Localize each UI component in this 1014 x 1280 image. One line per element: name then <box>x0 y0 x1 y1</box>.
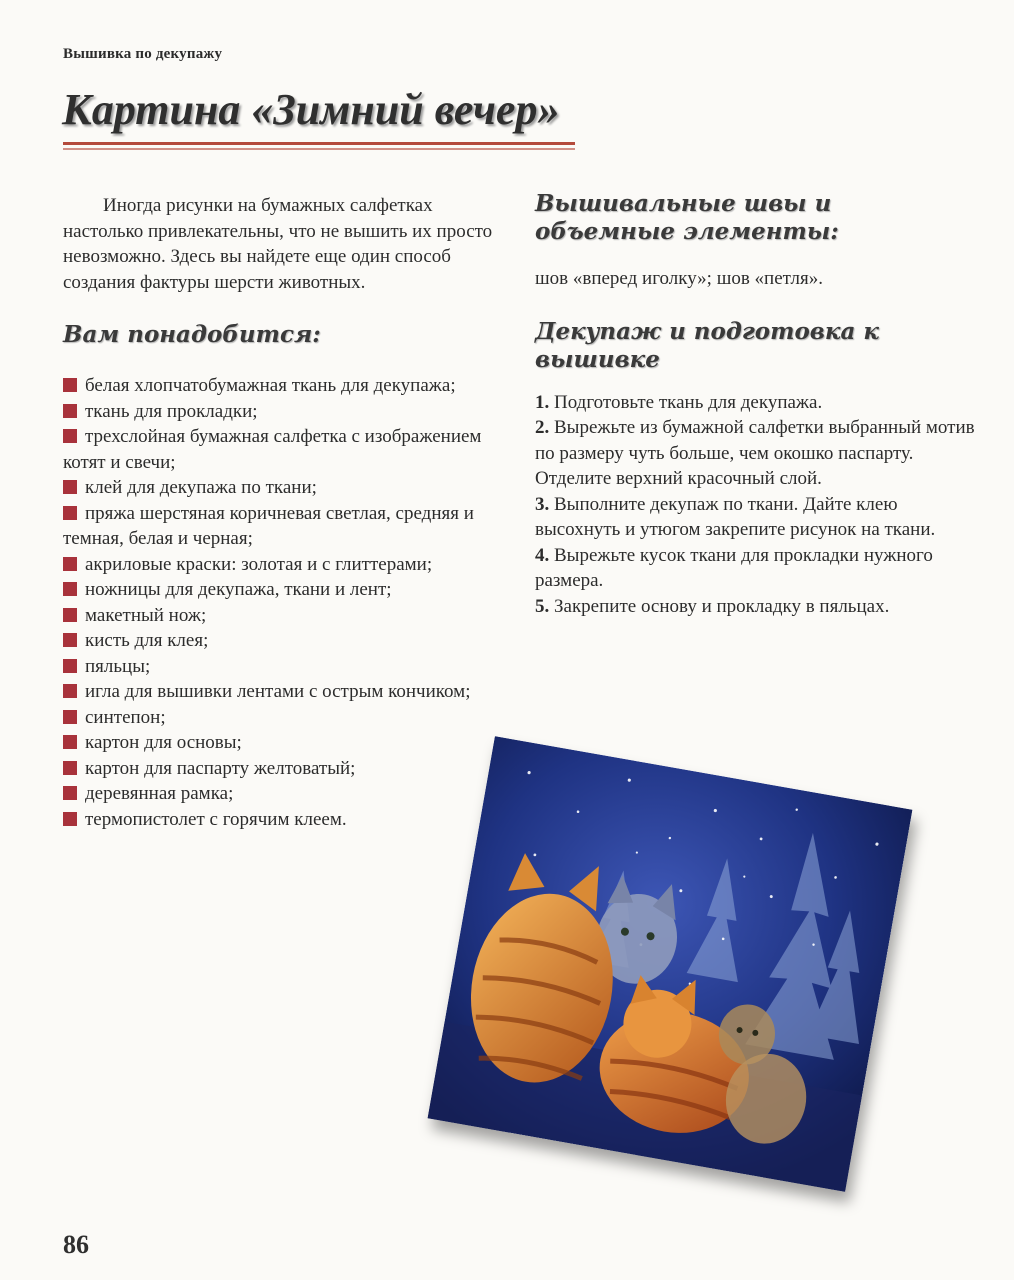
materials-list-item-text: картон для основы; <box>85 732 242 753</box>
section-label: Вышивка по декупажу <box>63 46 223 62</box>
square-bullet-icon <box>63 582 77 596</box>
square-bullet-icon <box>63 710 77 724</box>
square-bullet-icon <box>63 480 77 494</box>
materials-list-item <box>63 603 508 629</box>
materials-list-item <box>63 730 508 756</box>
materials-list-item-text: синтепон; <box>85 706 166 728</box>
materials-list-item <box>63 705 508 731</box>
intro-paragraph: Иногда рисунки на бумажных салфетках настолько привлекательны, что не вышить их просто невозможно. Здесь вы найдете еще один способ создания фактуры шерсти животных. <box>63 195 493 293</box>
square-bullet-icon <box>63 557 77 571</box>
materials-list-item <box>63 552 508 578</box>
materials-list-item-text: картон для паспарту желтоватый; <box>85 757 356 779</box>
square-bullet-icon <box>63 735 77 749</box>
step-number: 2. <box>535 417 550 438</box>
decoupage-step <box>535 543 975 594</box>
decoupage-step <box>535 594 975 620</box>
materials-list-item <box>63 654 508 680</box>
square-bullet-icon <box>63 633 77 647</box>
square-bullet-icon <box>63 659 77 673</box>
materials-list-item-text: игла для вышивки лентами с острым кончиком; <box>85 681 471 702</box>
materials-list-item-text: ткань для прокладки; <box>85 400 258 422</box>
materials-list-item <box>63 577 508 603</box>
step-text: Вырежьте кусок ткани для прокладки нужного размера. <box>535 544 933 591</box>
stitches-heading: Вышивальные швы и объемные элементы: <box>535 190 839 245</box>
materials-list-item <box>63 756 508 782</box>
step-text: Вырежьте из бумажной салфетки выбранный мотив по размеру чуть больше, чем окошко паспарту. Отделите верхний красочный слой. <box>535 417 975 489</box>
stitches-text: шов «вперед иголку»; шов «петля». <box>535 268 823 289</box>
decoupage-step <box>535 415 975 492</box>
step-number: 3. <box>535 493 550 515</box>
decoupage-steps <box>535 390 975 620</box>
right-column <box>535 190 975 619</box>
kittens-winter-napkin-image <box>428 736 913 1192</box>
square-bullet-icon <box>63 506 77 520</box>
materials-list-item-text: трехслойная бумажная салфетка с изображением котят и свечи; <box>63 426 482 473</box>
title-rule-thin <box>63 148 575 150</box>
square-bullet-icon <box>63 378 77 392</box>
materials-list-item <box>63 501 508 552</box>
left-column <box>63 193 508 832</box>
decoupage-heading: Декупаж и подготовка к вышивке <box>535 317 879 373</box>
materials-list-item-text: ножницы для декупажа, ткани и лент; <box>85 579 392 600</box>
materials-list-item-text: белая хлопчатобумажная ткань для декупажа; <box>85 375 456 396</box>
materials-list-item <box>63 475 508 501</box>
square-bullet-icon <box>63 404 77 418</box>
decoupage-step <box>535 390 975 416</box>
step-number: 1. <box>535 391 550 413</box>
materials-list-item-text: пяльцы; <box>85 655 151 677</box>
materials-list-item-text: макетный нож; <box>85 604 207 626</box>
square-bullet-icon <box>63 429 77 443</box>
materials-list-item <box>63 399 508 425</box>
materials-list-item-text: акриловые краски: золотая и с глиттерами; <box>85 553 433 575</box>
materials-list-item <box>63 373 508 399</box>
materials-list-item-text: кисть для клея; <box>85 630 209 651</box>
materials-list-item-text: клей для декупажа по ткани; <box>85 477 317 498</box>
step-number: 5. <box>535 595 550 617</box>
step-text: Подготовьте ткань для декупажа. <box>554 391 823 413</box>
materials-list <box>63 373 508 832</box>
square-bullet-icon <box>63 812 77 826</box>
square-bullet-icon <box>63 684 77 698</box>
materials-list-item <box>63 679 508 705</box>
step-number: 4. <box>535 544 550 566</box>
step-text: Выполните декупаж по ткани. Дайте клею высохнуть и утюгом закрепите рисунок на ткани. <box>535 493 936 540</box>
materials-heading: Вам понадобится: <box>63 321 321 348</box>
materials-list-item <box>63 781 508 807</box>
materials-list-item <box>63 628 508 654</box>
decoupage-step <box>535 492 975 543</box>
materials-list-item <box>63 424 508 475</box>
page-number: 86 <box>63 1230 89 1259</box>
step-text: Закрепите основу и прокладку в пяльцах. <box>554 595 890 617</box>
square-bullet-icon <box>63 761 77 775</box>
materials-list-item-text: термопистолет с горячим клеем. <box>85 808 347 830</box>
materials-list-item <box>63 807 508 833</box>
square-bullet-icon <box>63 786 77 800</box>
square-bullet-icon <box>63 608 77 622</box>
materials-list-item-text: пряжа шерстяная коричневая светлая, средняя и темная, белая и черная; <box>63 502 474 549</box>
materials-list-item-text: деревянная рамка; <box>85 783 234 804</box>
page-title: Картина «Зимний вечер» <box>62 85 560 134</box>
title-rule <box>63 142 575 145</box>
